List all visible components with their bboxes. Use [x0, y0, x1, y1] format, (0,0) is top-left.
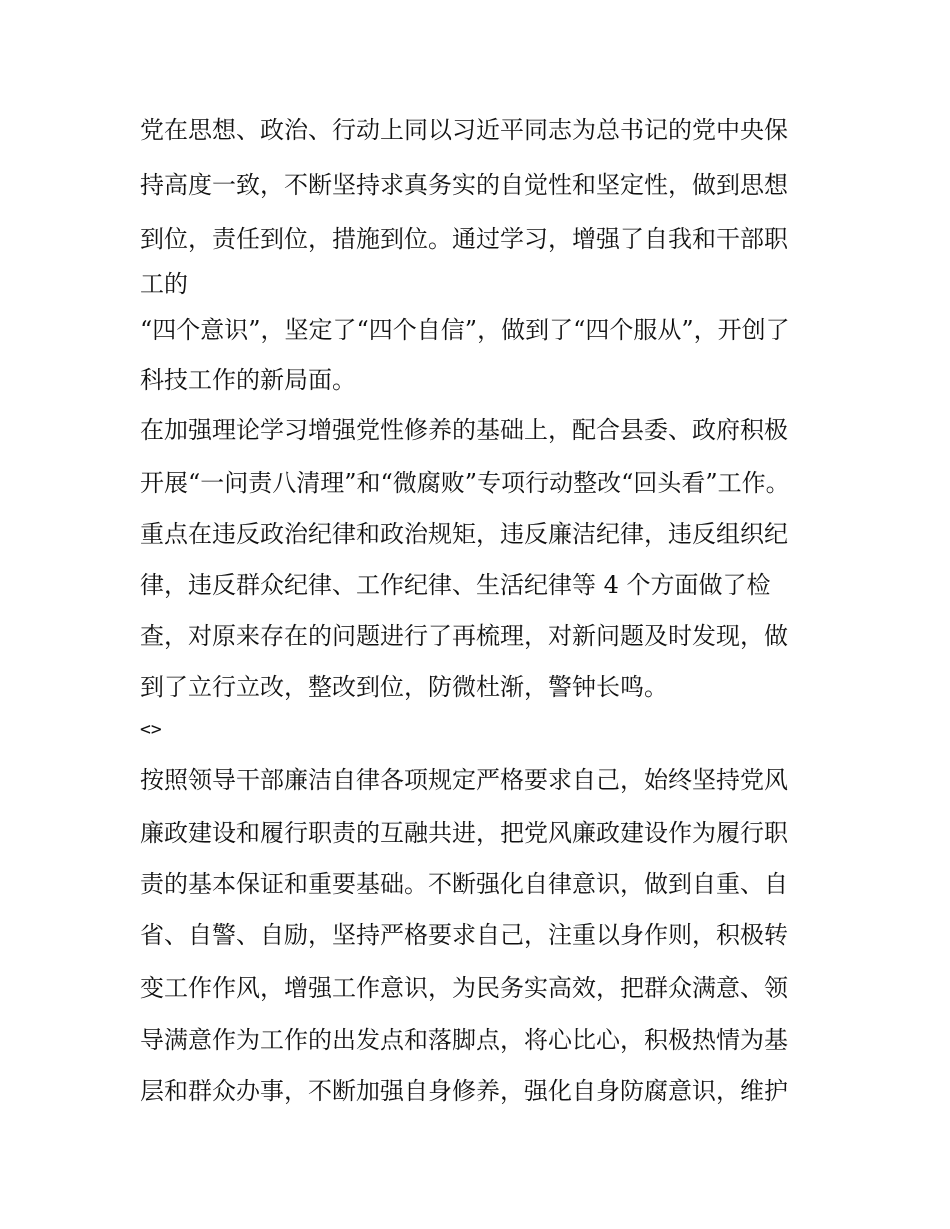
text-line: 按照领导干部廉洁自律各项规定严格要求自己，始终坚持党风 — [140, 766, 788, 794]
text-line: 重点在违反政治纪律和政治规矩，违反廉洁纪律，违反组织纪 — [140, 520, 788, 548]
text-line: 科技工作的新局面。 — [140, 366, 356, 394]
text-line: 变工作作风，增强工作意识，为民务实高效，把群众满意、领 — [140, 974, 788, 1002]
text-line: 查，对原来存在的问题进行了再梳理，对新问题及时发现，做 — [140, 622, 788, 650]
text-line: 党在思想、政治、行动上同以习近平同志为总书记的党中央保 — [140, 116, 788, 144]
text-line: 持高度一致，不断坚持求真务实的自觉性和坚定性，做到思想 — [140, 171, 788, 199]
text-line: 到了立行立改，整改到位，防微杜渐，警钟长鸣。 — [140, 673, 668, 701]
text-line: 层和群众办事，不断加强自身修养，强化自身防腐意识，维护 — [140, 1077, 788, 1105]
text-line: 律，违反群众纪律、工作纪律、生活纪律等 4 个方面做了检 — [140, 571, 771, 599]
text-line: 廉政建设和履行职责的互融共进，把党风廉政建设作为履行职 — [140, 819, 788, 847]
text-line: 开展“一问责八清理”和“微腐败”专项行动整改“回头看”工作。 — [140, 469, 790, 497]
text-line: 责的基本保证和重要基础。不断强化自律意识，做到自重、自 — [140, 870, 788, 898]
text-line: 到位，责任到位，措施到位。通过学习，增强了自我和干部职 — [140, 225, 788, 253]
text-line: 省、自警、自励，坚持严格要求自己，注重以身作则，积极转 — [140, 921, 788, 949]
section-marker: <> — [140, 719, 162, 740]
text-line: “四个意识”，坚定了“四个自信”，做到了“四个服从”，开创了 — [140, 316, 790, 344]
text-line: 工的 — [140, 270, 188, 298]
text-line: 导满意作为工作的出发点和落脚点，将心比心，积极热情为基 — [140, 1026, 788, 1054]
text-line: 在加强理论学习增强党性修养的基础上，配合县委、政府积极 — [140, 416, 788, 444]
